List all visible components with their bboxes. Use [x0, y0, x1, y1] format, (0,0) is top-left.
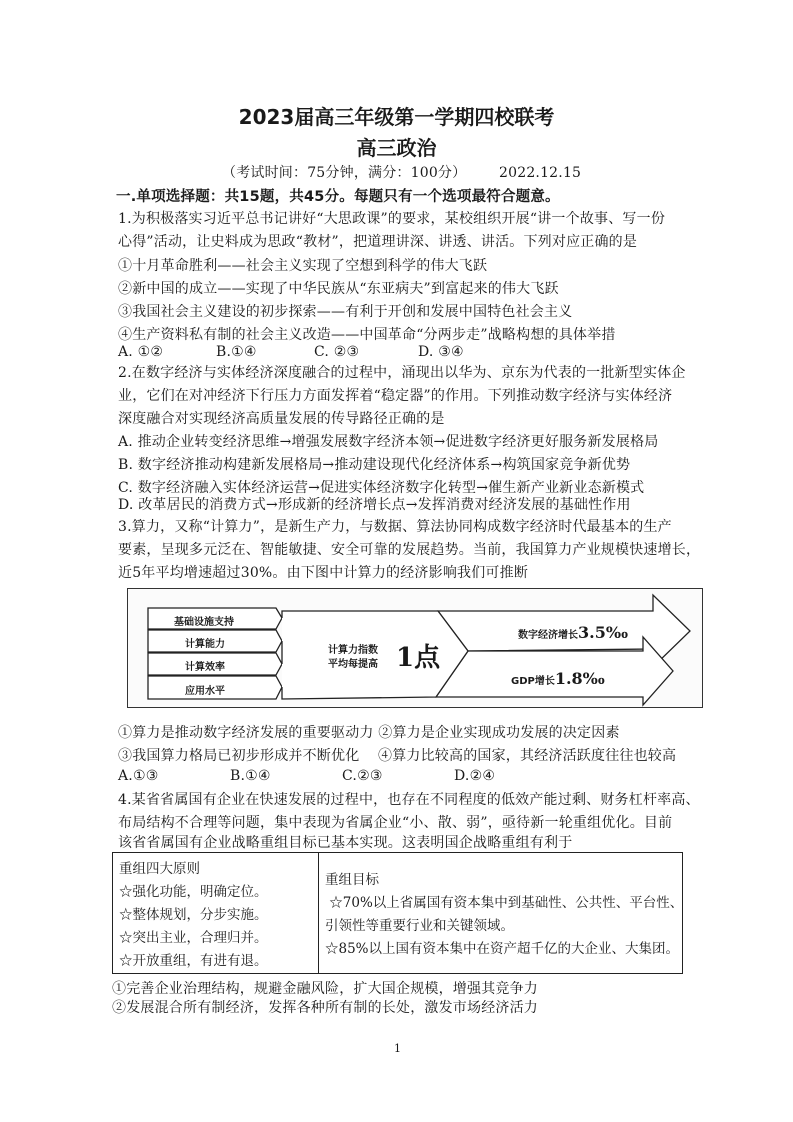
- digital-economy-growth: [518, 623, 628, 642]
- q2-option-d: D. 改革居民的消费方式→形成新的经济增长点→发挥消费对经济发展的基础性作用: [118, 497, 631, 513]
- goal-item: ☆85%以上国有资本集中在资产超千亿的大企业、大集团。: [325, 941, 680, 957]
- principle-item: ☆突出主业，合理归并。: [119, 930, 268, 946]
- q1-option-d: D. ③④: [418, 344, 464, 360]
- out2-value: 1.8‰: [554, 669, 605, 688]
- subject-title: 高三政治: [356, 136, 437, 160]
- q3-option-a: A.①③: [118, 768, 159, 784]
- q1-line: 心得”活动，让史料成为思政“教材”，把道理讲深、讲透、讲活。下列对应正确的是: [118, 234, 638, 250]
- q1-option-c: C. ②③: [314, 344, 360, 360]
- q3-line: 近5年平均增速超过30%。由下图中计算力的经济影响我们可推断: [118, 565, 529, 581]
- q1-item: ②新中国的成立——实现了中华民族从“东亚病夫”到富起来的伟大飞跃: [118, 281, 559, 297]
- q1-line: 1.为积极落实习近平总书记讲好“大思政课”的要求，某校组织开展“讲一个故事、写一份: [118, 211, 666, 227]
- goal-item: ☆70%以上省属国有资本集中到基础性、公共性、平台性、: [325, 895, 684, 911]
- q4-line: 该省省属国有企业战略重组目标已基本实现。这表明国企战略重组有利于: [118, 835, 573, 851]
- q3-option-d: D.②④: [454, 768, 496, 784]
- q3-item: ①算力是推动数字经济发展的重要驱动力 ②算力是企业实现成功发展的决定因素: [118, 725, 620, 741]
- q1-options: [118, 342, 464, 362]
- center-label-2: 平均每提高: [328, 659, 378, 670]
- q2-line: 深度融合对实现经济高质量发展的传导路径正确的是: [118, 411, 445, 427]
- q2-option-a: A. 推动企业转变经济思维→增强发展数字经济本领→促进数字经济更好服务新发展格局: [118, 434, 659, 450]
- q3-line: 要素，呈现多元泛在、智能敏捷、安全可靠的发展趋势。当前，我国算力产业规模快速增长，: [118, 542, 701, 558]
- principle-item: ☆整体规划，分步实施。: [119, 907, 268, 923]
- q3-option-b: B.①④: [230, 768, 271, 784]
- factor-label: 应用水平: [185, 686, 225, 697]
- q2-line: 2.在数字经济与实体经济深度融合的过程中，涌现出以华为、京东为代表的一批新型实体企: [118, 365, 686, 381]
- q3-options: [118, 766, 495, 786]
- factor-label: 基础设施支持: [174, 617, 234, 628]
- factor-label: 计算效率: [185, 662, 225, 673]
- goals-cell: [325, 869, 683, 961]
- goal-item: 引领性等重要行业和关键领域。: [325, 918, 514, 934]
- principle-item: ☆开放重组，有进有退。: [119, 953, 268, 969]
- principles-heading: 重组四大原则: [119, 861, 200, 877]
- q1-item: ③我国社会主义建设的初步探索——有利于开创和发展中国特色社会主义: [118, 304, 573, 320]
- out1-label: 数字经济增长: [518, 630, 578, 641]
- q1-item: ④生产资料私有制的社会主义改造——中国革命“分两步走”战略构想的具体举措: [118, 327, 616, 343]
- center-big-value: 1点: [396, 643, 441, 673]
- exam-duration: （考试时间：75分钟，满分：100分）: [222, 165, 467, 181]
- section-heading: 一.单项选择题：共15题，共45分。每题只有一个选项最符合题意。: [116, 189, 560, 205]
- principles-cell: [119, 858, 268, 973]
- factor-label: 计算能力: [185, 639, 225, 650]
- q3-line: 3.算力，又称“计算力”，是新生产力，与数据、算法协同构成数字经济时代最基本的生产: [118, 519, 672, 535]
- out1-value: 3.5‰: [578, 623, 628, 642]
- computing-power-figure: [127, 588, 703, 708]
- restructuring-table: [112, 852, 683, 974]
- q3-option-c: C.②③: [342, 768, 383, 784]
- q1-option-b: B.①④: [216, 344, 257, 360]
- out2-label: GDP增长: [511, 676, 555, 687]
- exam-info: [222, 163, 581, 183]
- q4-line: 4.某省省属国有企业在快速发展的过程中，也存在不同程度的低效产能过剩、财务杠杆率高、: [118, 792, 700, 808]
- center-label-1: 计算力指数: [328, 645, 378, 656]
- q1-option-a: A. ①②: [118, 344, 164, 360]
- principle-item: ☆强化功能，明确定位。: [119, 884, 268, 900]
- page-number: 1: [394, 1042, 401, 1055]
- q2-line: 业，它们在对冲经济下行压力方面发挥着“稳定器”的作用。下列推动数字经济与实体经济: [118, 388, 673, 404]
- q2-option-c: C. 数字经济融入实体经济运营→促进实体经济数字化转型→催生新产业新业态新模式: [118, 480, 645, 496]
- q3-item: ③我国算力格局已初步形成并不断优化 ④算力比较高的国家，其经济活跃度往往也较高: [118, 748, 677, 764]
- goals-heading: 重组目标: [325, 872, 379, 888]
- gdp-growth: [511, 669, 605, 688]
- exam-date: 2022.12.15: [499, 165, 582, 181]
- exam-title: 2023届高三年级第一学期四校联考: [238, 105, 555, 129]
- q4-item: ①完善企业治理结构，规避金融风险，扩大国企规模，增强其竞争力: [112, 981, 538, 997]
- q1-item: ①十月革命胜利——社会主义实现了空想到科学的伟大飞跃: [118, 258, 488, 274]
- q2-option-b: B. 数字经济推动构建新发展格局→推动建设现代化经济体系→构筑国家竞争新优势: [118, 457, 631, 473]
- q4-line: 布局结构不合理等问题，集中表现为省属企业“小、散、弱”，亟待新一轮重组优化。目前: [118, 815, 673, 831]
- q4-item: ②发展混合所有制经济，发挥各种所有制的长处，激发市场经济活力: [112, 1000, 538, 1016]
- table-divider: [318, 853, 319, 973]
